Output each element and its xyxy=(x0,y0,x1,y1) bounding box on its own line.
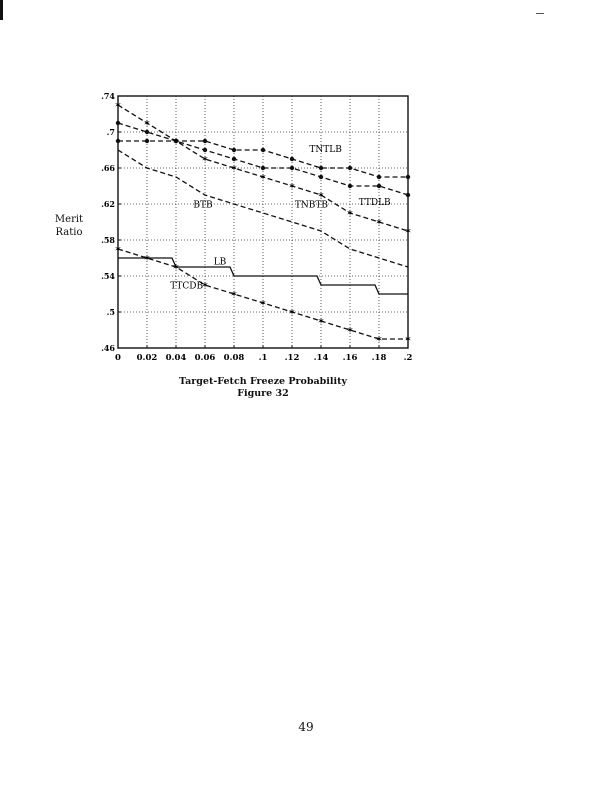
y-tick-label: .62 xyxy=(101,199,115,209)
y-tick-label: .58 xyxy=(101,235,115,245)
y-axis-label-line-2: Ratio xyxy=(55,227,83,238)
x-tick-label: 0.04 xyxy=(165,353,187,363)
data-point-ttcdb: ✶ xyxy=(375,335,383,345)
series-label-tnbtb: TNBTB xyxy=(294,200,329,211)
data-point-tnbtb: ✶ xyxy=(230,164,238,174)
y-tick-label: .66 xyxy=(101,163,115,173)
data-point-ttdlb xyxy=(319,175,323,179)
x-tick-label: .1 xyxy=(258,353,268,363)
data-point-ttdlb xyxy=(290,166,294,170)
data-point-tntlb xyxy=(203,139,207,143)
data-point-tnbtb: ✶ xyxy=(346,209,354,219)
data-point-ttcdb: ✶ xyxy=(346,326,354,336)
y-tick-label: .74 xyxy=(101,91,115,101)
x-tick-label: 0.06 xyxy=(194,353,216,363)
data-point-ttcdb: ✶ xyxy=(317,317,325,327)
series-label-ttcdb: TTCDB xyxy=(170,281,204,292)
data-point-tnbtb: ✶ xyxy=(143,119,151,129)
x-tick-label: .16 xyxy=(342,353,358,363)
data-point-ttcdb: ✶ xyxy=(114,245,122,255)
data-point-ttdlb xyxy=(145,130,149,134)
series-label-lb: LB xyxy=(213,257,227,268)
data-point-tnbtb: ✶ xyxy=(201,155,209,165)
data-point-tnbtb: ✶ xyxy=(404,227,412,237)
figure-caption: Figure 32 xyxy=(237,388,289,399)
x-tick-label: 0 xyxy=(115,353,121,363)
page-number: 49 xyxy=(298,720,314,734)
data-point-tntlb xyxy=(116,139,120,143)
data-point-ttcdb: ✶ xyxy=(230,290,238,300)
data-point-ttdlb xyxy=(232,157,236,161)
y-tick-label: .54 xyxy=(101,271,115,281)
data-point-tnbtb: ✶ xyxy=(375,218,383,228)
grid-layer xyxy=(118,96,408,348)
data-point-tntlb xyxy=(261,148,265,152)
data-point-tntlb xyxy=(348,166,352,170)
data-point-ttcdb: ✶ xyxy=(288,308,296,318)
y-axis-label xyxy=(44,213,94,239)
data-point-ttcdb: ✶ xyxy=(143,254,151,264)
data-point-tntlb xyxy=(145,139,149,143)
x-tick-label: .18 xyxy=(371,353,387,363)
data-point-ttcdb: ✶ xyxy=(172,263,180,273)
y-tick-label: .46 xyxy=(101,343,115,353)
data-point-tnbtb: ✶ xyxy=(288,182,296,192)
x-tick-label: .2 xyxy=(403,353,413,363)
x-tick-label: .12 xyxy=(284,353,300,363)
data-point-tnbtb: ✶ xyxy=(259,173,267,183)
y-axis-label-line-1: Merit xyxy=(54,214,84,225)
x-tick-label: 0.02 xyxy=(136,353,158,363)
x-tick-label: .14 xyxy=(313,353,329,363)
data-point-ttcdb: ✶ xyxy=(259,299,267,309)
data-point-tntlb xyxy=(290,157,294,161)
y-tick-label: .7 xyxy=(106,127,115,137)
data-point-ttdlb xyxy=(348,184,352,188)
data-point-tnbtb: ✶ xyxy=(172,137,180,147)
series-label-ttdlb: TTDLB xyxy=(358,197,391,208)
data-point-tntlb xyxy=(406,175,410,179)
data-point-ttdlb xyxy=(116,121,120,125)
data-point-ttcdb: ✶ xyxy=(201,281,209,291)
series-label-btb: BTB xyxy=(193,200,213,211)
data-point-ttcdb: ✶ xyxy=(404,335,412,345)
series-label-tntlb: TNTLB xyxy=(309,144,342,155)
data-point-ttdlb xyxy=(203,148,207,152)
data-point-tnbtb: ✶ xyxy=(114,101,122,111)
data-point-tntlb xyxy=(319,166,323,170)
data-point-ttdlb xyxy=(261,166,265,170)
data-point-tntlb xyxy=(377,175,381,179)
x-axis-label: Target-Fetch Freeze Probability xyxy=(178,376,348,387)
data-point-ttdlb xyxy=(377,184,381,188)
data-point-ttdlb xyxy=(406,193,410,197)
x-tick-label: 0.08 xyxy=(223,353,245,363)
data-point-tnbtb: ✶ xyxy=(317,191,325,201)
y-tick-label: .5 xyxy=(106,307,115,317)
data-point-tntlb xyxy=(232,148,236,152)
